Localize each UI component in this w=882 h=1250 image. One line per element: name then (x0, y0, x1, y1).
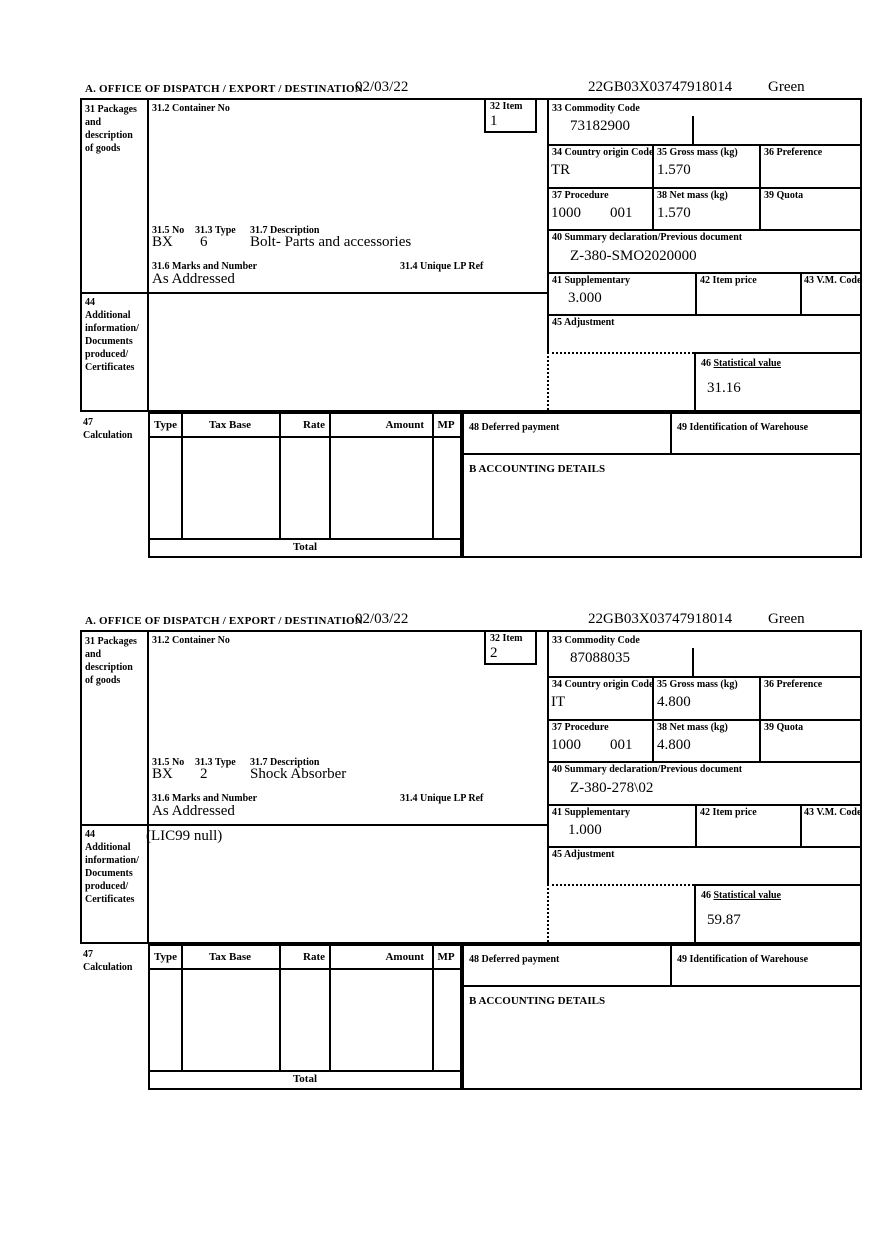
col-taxbase-header: Tax Base (208, 951, 252, 963)
table-col-border (279, 946, 281, 1070)
box38-label: 38 Net mass (kg) (657, 722, 728, 733)
gross-mass-value: 1.570 (657, 162, 691, 178)
col-border (800, 804, 802, 846)
statistical-value: 59.87 (707, 912, 741, 928)
accounting-details-box (462, 455, 862, 558)
box41-label: 41 Supplementary (552, 275, 631, 286)
supplementary-value: 1.000 (568, 822, 602, 838)
declaration-reference: 22GB03X03747918014 (588, 611, 733, 627)
item-detail-box (80, 98, 862, 412)
customs-item-block (80, 75, 862, 561)
box31-2-label: 31.2 Container No (152, 635, 230, 646)
box44-top-border (82, 292, 547, 294)
commodity-code-value: 73182900 (570, 118, 630, 134)
calculation-total-row: Total (148, 1072, 462, 1090)
col-border (800, 272, 802, 314)
box31-7-label: 31.7 Description (250, 757, 320, 768)
routing-status: Green (768, 79, 805, 95)
box42-label: 42 Item price (700, 275, 757, 286)
item-detail-box (80, 630, 862, 944)
dotted-left-divider (547, 352, 549, 410)
calculation-total-row: Total (148, 540, 462, 558)
commodity-code-subdivider (692, 116, 694, 144)
box33-label: 33 Commodity Code (552, 635, 640, 646)
box43-label: 43 V.M. Code (804, 275, 862, 286)
label-column-divider (147, 632, 149, 942)
label-column-divider (147, 100, 149, 410)
box46-label: 46 Statistical value (701, 890, 781, 901)
col-mp-header: MP (437, 419, 455, 431)
box31-7-label: 31.7 Description (250, 225, 320, 236)
item-number-value: 2 (490, 645, 498, 661)
summary-declaration-value: Z-380-278\02 (570, 780, 654, 796)
box39-label: 39 Quota (764, 190, 804, 201)
summary-declaration-value: Z-380-SMO2020000 (570, 248, 697, 264)
box44-label: 44 Additional information/ Documents produced/ Certificates (85, 297, 139, 373)
col-mp-header: MP (437, 951, 455, 963)
box31-5-label: 31.5 No (152, 757, 185, 768)
box49-label: 49 Identification of Warehouse (677, 422, 809, 433)
goods-description-value: Shock Absorber (250, 766, 347, 782)
col-border (695, 804, 697, 846)
calculation-table-header (150, 414, 460, 438)
statistical-value: 31.16 (707, 380, 741, 396)
box31-2-label: 31.2 Container No (152, 103, 230, 114)
row-border (547, 229, 860, 231)
box34-label: 34 Country origin Code (552, 679, 654, 690)
box36-label: 36 Preference (764, 147, 823, 158)
row-border (547, 314, 860, 316)
box49-label: 49 Identification of Warehouse (677, 954, 809, 965)
table-col-border (181, 414, 183, 538)
routing-status: Green (768, 611, 805, 627)
box48-deferred-payment (462, 944, 672, 987)
package-type-value: 2 (200, 766, 208, 782)
col-border (695, 272, 697, 314)
accounting-details-label: B ACCOUNTING DETAILS (469, 995, 606, 1007)
country-origin-value: TR (551, 162, 571, 178)
procedure-value: 1000 (551, 737, 581, 753)
procedure-value: 1000 (551, 205, 581, 221)
box41-label: 41 Supplementary (552, 807, 631, 818)
commodity-code-value: 87088035 (570, 650, 630, 666)
box46-statistical-value (694, 352, 860, 410)
box32-label: 32 Item (490, 633, 523, 644)
table-col-border (432, 946, 434, 1070)
table-col-border (329, 414, 331, 538)
accounting-details-label: B ACCOUNTING DETAILS (469, 463, 606, 475)
box45-label: 45 Adjustment (552, 849, 615, 860)
box31-label: 31 Packages and description of goods (85, 636, 137, 686)
box37-label: 37 Procedure (552, 722, 609, 733)
package-no-value: BX (152, 766, 173, 782)
col-amount-header: Amount (385, 419, 424, 431)
table-col-border (432, 414, 434, 538)
col-amount-header: Amount (385, 951, 424, 963)
col-rate-header: Rate (303, 951, 325, 963)
box31-3-label: 31.3 Type (195, 225, 236, 236)
table-col-border (329, 946, 331, 1070)
box37-label: 37 Procedure (552, 190, 609, 201)
dotted-top-border (547, 352, 694, 354)
box34-label: 34 Country origin Code (552, 147, 654, 158)
col-rate-header: Rate (303, 419, 325, 431)
dispatch-date: 02/03/22 (355, 611, 409, 627)
box48-label: 48 Deferred payment (469, 422, 560, 433)
box31-6-label: 31.6 Marks and Number (152, 793, 258, 804)
row-border (547, 846, 860, 848)
box48-deferred-payment (462, 412, 672, 455)
customs-item-block (80, 607, 862, 1093)
box42-label: 42 Item price (700, 807, 757, 818)
box47-label: 47 Calculation (83, 949, 133, 973)
box31-label: 31 Packages and description of goods (85, 104, 137, 154)
package-no-value: BX (152, 234, 173, 250)
net-mass-value: 1.570 (657, 205, 691, 221)
box44-label: 44 Additional information/ Documents produced/ Certificates (85, 829, 139, 905)
box40-label: 40 Summary declaration/Previous document (552, 232, 743, 243)
package-type-value: 6 (200, 234, 208, 250)
box45-label: 45 Adjustment (552, 317, 615, 328)
box31-3-label: 31.3 Type (195, 757, 236, 768)
table-col-border (279, 414, 281, 538)
row-border (547, 144, 860, 146)
additional-info-value: (LIC99 null) (146, 828, 223, 844)
office-of-dispatch-label: A. OFFICE OF DISPATCH / EXPORT / DESTINATION (85, 83, 363, 95)
goods-description-value: Bolt- Parts and accessories (250, 234, 412, 250)
box43-label: 43 V.M. Code (804, 807, 862, 818)
box31-4-label: 31.4 Unique LP Ref (400, 793, 484, 804)
col-type-header: Type (153, 419, 178, 431)
box47-label: 47 Calculation (83, 417, 133, 441)
box35-label: 35 Gross mass (kg) (657, 147, 738, 158)
box35-label: 35 Gross mass (kg) (657, 679, 738, 690)
accounting-details-box (462, 987, 862, 1090)
box36-label: 36 Preference (764, 679, 823, 690)
dispatch-date: 02/03/22 (355, 79, 409, 95)
row-border (547, 761, 860, 763)
declaration-reference: 22GB03X03747918014 (588, 79, 733, 95)
box31-5-label: 31.5 No (152, 225, 185, 236)
box49-identification-warehouse (672, 944, 862, 987)
box32-label: 32 Item (490, 101, 523, 112)
calculation-table (148, 412, 462, 540)
box31-6-label: 31.6 Marks and Number (152, 261, 258, 272)
supplementary-value: 3.000 (568, 290, 602, 306)
row-border (547, 187, 860, 189)
net-mass-value: 4.800 (657, 737, 691, 753)
row-border (547, 676, 860, 678)
box39-label: 39 Quota (764, 722, 804, 733)
office-of-dispatch-label: A. OFFICE OF DISPATCH / EXPORT / DESTINATION (85, 615, 363, 627)
row-border (547, 719, 860, 721)
dotted-top-border (547, 884, 694, 886)
box32-item (484, 630, 537, 665)
box40-label: 40 Summary declaration/Previous document (552, 764, 743, 775)
marks-and-number-value: As Addressed (152, 803, 235, 819)
col-type-header: Type (153, 951, 178, 963)
country-origin-value: IT (551, 694, 566, 710)
box44-top-border (82, 824, 547, 826)
box48-label: 48 Deferred payment (469, 954, 560, 965)
marks-and-number-value: As Addressed (152, 271, 235, 287)
procedure-ext-value: 001 (610, 737, 633, 753)
box32-item (484, 98, 537, 133)
box38-label: 38 Net mass (kg) (657, 190, 728, 201)
box31-4-label: 31.4 Unique LP Ref (400, 261, 484, 272)
calculation-table (148, 944, 462, 1072)
box46-statistical-value (694, 884, 860, 942)
commodity-code-subdivider (692, 648, 694, 676)
table-col-border (181, 946, 183, 1070)
row-border (547, 804, 860, 806)
row-border (547, 272, 860, 274)
box49-identification-warehouse (672, 412, 862, 455)
procedure-ext-value: 001 (610, 205, 633, 221)
dotted-left-divider (547, 884, 549, 942)
calculation-table-header (150, 946, 460, 970)
box33-label: 33 Commodity Code (552, 103, 640, 114)
col-taxbase-header: Tax Base (208, 419, 252, 431)
box46-label: 46 Statistical value (701, 358, 781, 369)
gross-mass-value: 4.800 (657, 694, 691, 710)
item-number-value: 1 (490, 113, 498, 129)
